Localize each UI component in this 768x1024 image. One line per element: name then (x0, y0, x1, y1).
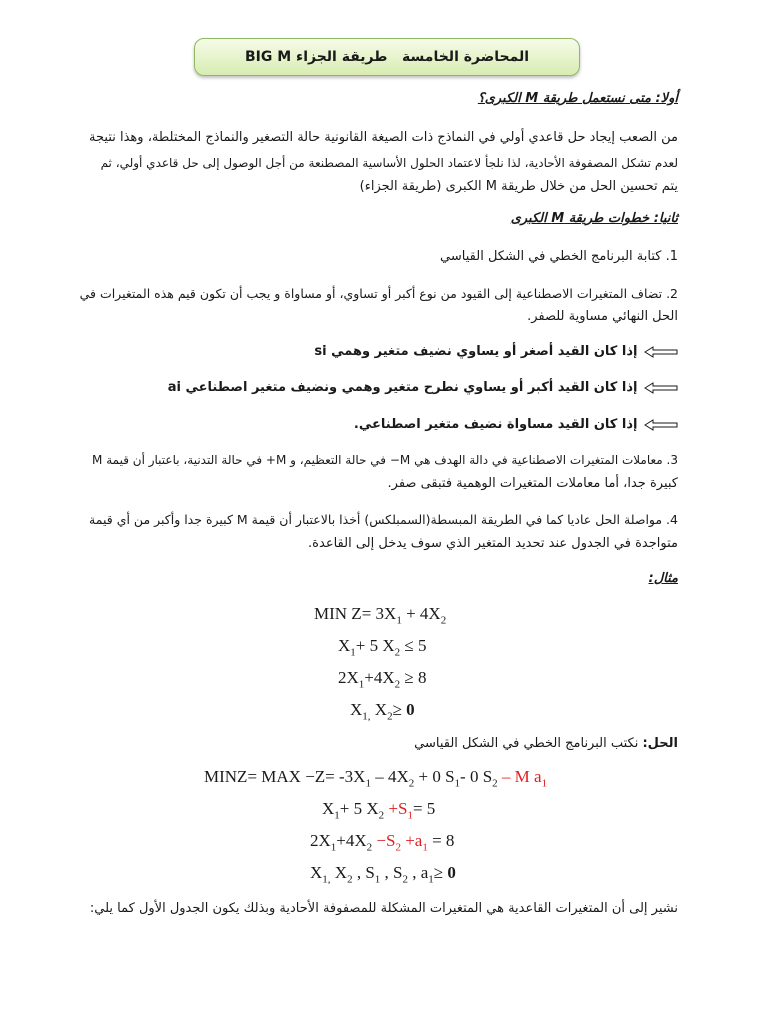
bullet-surplus-text: إذا كان القيد أكبر أو يساوي نطرح متغير وهمي ونضيف متغير اصطناعي ai (167, 380, 638, 395)
example-constraint-1: $X_1+ 5$ $X_2 \le 5$ (338, 636, 427, 659)
arrow-left-icon (644, 346, 678, 358)
step1: 1. كتابة البرنامج الخطي في الشكل القياسي (440, 249, 678, 264)
step3-line2: كبيرة جدا، أما معاملات المتغيرات الوهمية فتبقى صفر. (387, 476, 678, 491)
bullet-equality (354, 414, 678, 436)
bullet-surplus (168, 377, 678, 399)
standard-nonneg: $X_{1,}$ $X_2$ , $S_1$ , $S_2$ , $a_1\ge 0$ (310, 863, 456, 886)
section2-heading: ثانيا: خطوات طريقة M الكبرى (510, 211, 678, 226)
standard-objective: MINZ= MAX $-Z= -3X_1 - 4X_2 + 0$ $S_1-$ 0 $S_2$ – M $a_1$ (204, 767, 548, 790)
arrow-left-icon (644, 382, 678, 394)
example-heading: مثال: (648, 571, 678, 586)
closing-line: نشير إلى أن المتغيرات القاعدية هي المتغيرات المشكلة للمصفوفة الأحادية وبذلك يكون الجدول الأول كما يلي: (89, 901, 678, 916)
section1-line3: يتم تحسين الحل من خلال طريقة M الكبرى (طريقة الجزاء) (359, 179, 678, 194)
lecture-title-box (194, 38, 580, 76)
step2-line1: 2. تضاف المتغيرات الاصطناعية إلى القيود من نوع أكبر أو تساوي، أو مساواة و يجب أن تكون قيم هذه المتغيرات في (79, 286, 678, 301)
solution-line (414, 733, 678, 755)
step3-line1: 3. معاملات المتغيرات الاصطناعية في دالة الهدف هي M− في حالة التعظيم، و M+ في حالة التدنية، باعتبار أن قيمة M (92, 453, 678, 467)
lecture-title: المحاضرة الخامسة طريقة الجزاء BIG M (244, 49, 530, 65)
step2-line2: الحل النهائي مساوية للصفر. (527, 309, 678, 324)
step4-line1: 4. مواصلة الحل عاديا كما في الطريقة المبسطة(السمبلكس) أخذا بالاعتبار أن قيمة M كبيرة جدا وأكبر من أي قيمة (89, 512, 678, 527)
bullet-slack (314, 341, 678, 363)
section1-line1: من الصعب إيجاد حل قاعدي أولي في النماذج ذات الصيغة القانونية حالة التصغير والنماذج المختلطة، وهذا نتيجة (89, 130, 678, 145)
section1-line2: لعدم تشكل المصفوفة الأحادية، لذا نلجأ لاعتماد الحلول الأساسية المصطنعة من أجل الوصول إلى حل قاعدي أولي، ثم (100, 156, 678, 170)
arrow-left-icon (644, 419, 678, 431)
step4-line2: متواجدة في الجدول عند تحديد المتغير الذي سوف يدخل إلى القاعدة. (308, 536, 678, 551)
solution-text: نكتب البرنامج الخطي في الشكل القياسي (414, 736, 643, 751)
bullet-equality-text: إذا كان القيد مساواة نضيف متغير اصطناعي. (353, 417, 638, 432)
example-constraint-2: $2X_1+4X_2 \ge 8$ (338, 668, 427, 691)
standard-constraint-1: $X_1+ 5$ $X_2 +S_1= 5$ (322, 799, 436, 822)
standard-constraint-2: $2X_1+4X_2 -S_2 +a_1 = 8$ (310, 831, 455, 854)
example-nonneg: $X_{1,}$ $X_2\ge 0$ (350, 700, 415, 723)
bullet-slack-text: إذا كان القيد أصغر أو يساوي نضيف متغير وهمي si (314, 344, 638, 359)
section1-heading: أولا: متى نستعمل طريقة M الكبرى؟ (477, 91, 678, 106)
example-objective: MIN $Z= 3X_1 + 4X_2$ (314, 604, 447, 627)
solution-label: الحل: (642, 736, 678, 751)
